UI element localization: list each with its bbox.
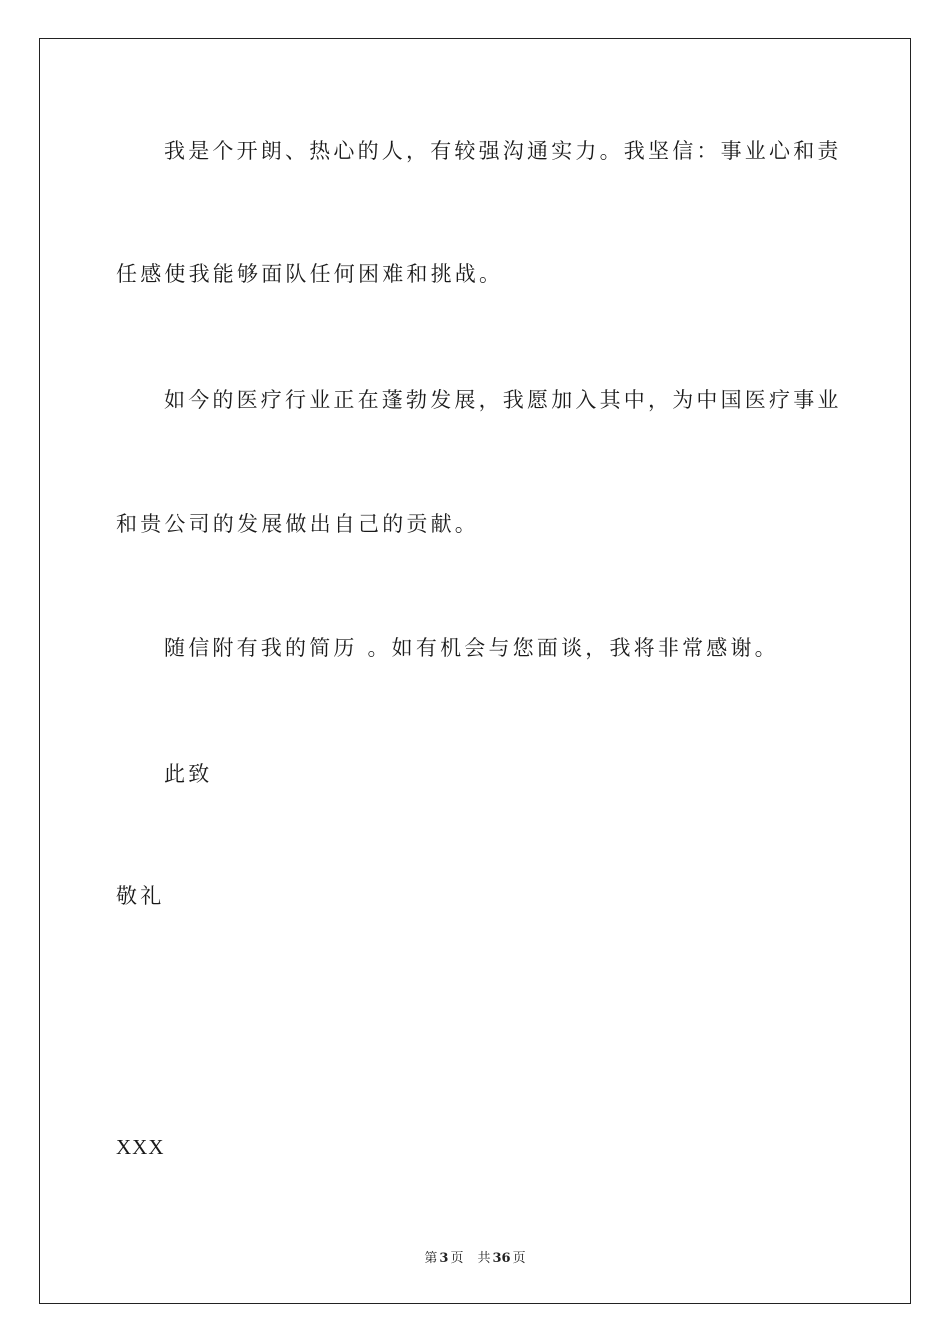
salutation-text: 敬礼 — [116, 884, 165, 908]
current-page-number: 3 — [439, 1251, 449, 1266]
page-suffix: 页 — [450, 1251, 464, 1266]
total-pages-number: 36 — [492, 1251, 511, 1266]
page-prefix: 第 — [424, 1251, 438, 1266]
paragraph-2-line-1: 如今的医疗行业正在蓬勃发展，我愿加入其中，为中国医疗事业 — [164, 388, 842, 412]
paragraph-2-line-2: 和贵公司的发展做出自己的贡献。 — [116, 512, 479, 536]
paragraph-1-line-2: 任感使我能够面队任何困难和挑战。 — [116, 262, 504, 286]
page-frame — [39, 38, 911, 1304]
paragraph-1-line-1: 我是个开朗、热心的人，有较强沟通实力。我坚信：事业心和责 — [164, 139, 842, 163]
signature-text: XXX — [116, 1135, 165, 1159]
closing-text: 此致 — [164, 762, 213, 786]
paragraph-3-line-1: 随信附有我的简历 。如有机会与您面谈，我将非常感谢。 — [164, 636, 779, 660]
page-footer — [0, 1247, 950, 1266]
total-prefix: 共 — [477, 1251, 491, 1266]
total-suffix: 页 — [512, 1251, 526, 1266]
